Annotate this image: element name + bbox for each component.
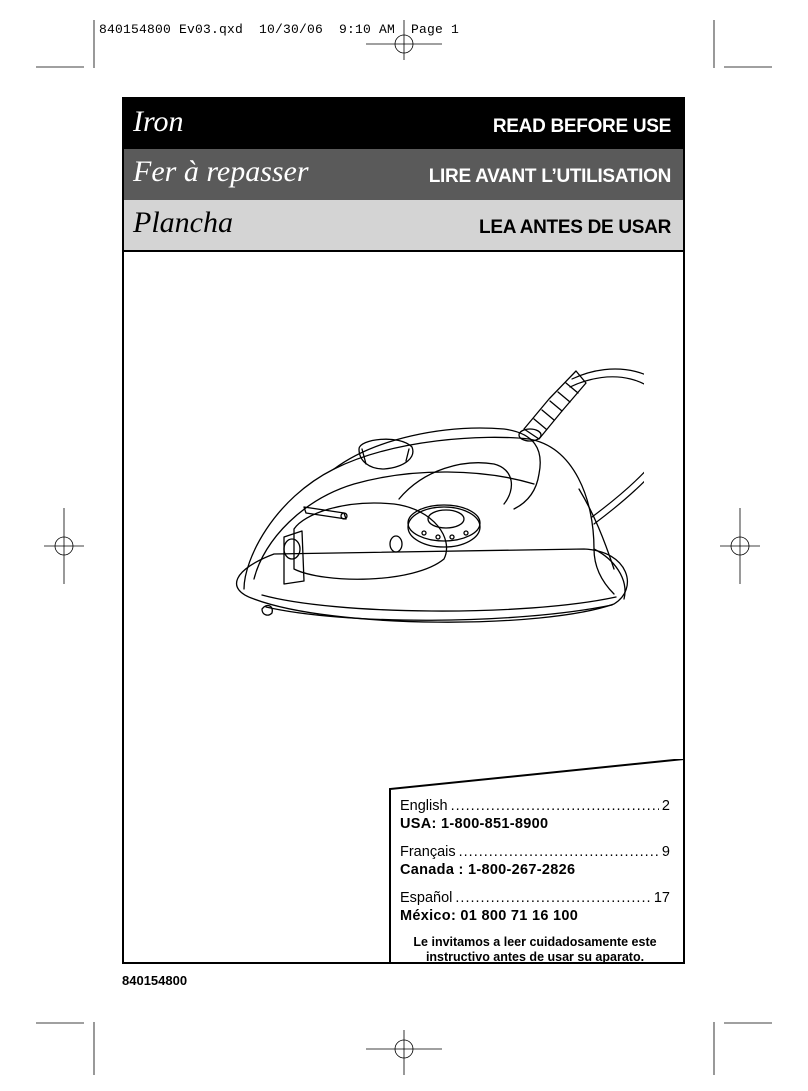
leader-dots — [455, 889, 650, 907]
contents-box — [388, 759, 684, 964]
cover-frame — [122, 97, 685, 964]
toc-page-english: 2 — [661, 798, 670, 814]
phone-canada: Canada : 1-800-267-2826 — [400, 862, 576, 878]
print-slug: 840154800 Ev03.qxd 10/30/06 9:10 AM Page 1 — [99, 22, 460, 37]
toc-label-english: English — [400, 798, 448, 814]
toc-page-spanish: 17 — [653, 890, 670, 906]
phone-usa: USA: 1-800-851-8900 — [400, 816, 549, 832]
header-row-french — [124, 149, 683, 200]
header-row-spanish — [124, 200, 683, 252]
read-notice-english: READ BEFORE USE — [492, 116, 671, 137]
leader-dots — [451, 797, 659, 815]
title-english: Iron — [133, 105, 184, 138]
toc-page-french: 9 — [661, 844, 670, 860]
steam-iron-illustration — [184, 299, 644, 629]
read-notice-spanish: LEA ANTES DE USAR — [479, 217, 671, 238]
read-notice-french: LIRE AVANT L’UTILISATION — [428, 166, 671, 187]
leader-dots — [459, 843, 659, 861]
phone-mexico: México: 01 800 71 16 100 — [400, 908, 579, 924]
product-code: 840154800 — [122, 973, 188, 988]
toc-label-spanish: Español — [400, 890, 453, 906]
toc-label-french: Français — [400, 844, 456, 860]
header-row-english — [124, 99, 683, 150]
title-spanish: Plancha — [133, 206, 233, 239]
spanish-reading-note: Le invitamos a leer cuidadosamente este instructivo antes de usar su aparato. — [413, 935, 657, 964]
toc-entry-french[interactable] — [400, 843, 670, 861]
toc-entry-english[interactable] — [400, 797, 670, 815]
toc-entry-spanish[interactable] — [400, 889, 670, 907]
registration-mark-left — [44, 508, 84, 584]
registration-mark-right — [720, 508, 760, 584]
title-french: Fer à repasser — [133, 155, 309, 188]
registration-mark-bottom — [366, 1030, 442, 1075]
